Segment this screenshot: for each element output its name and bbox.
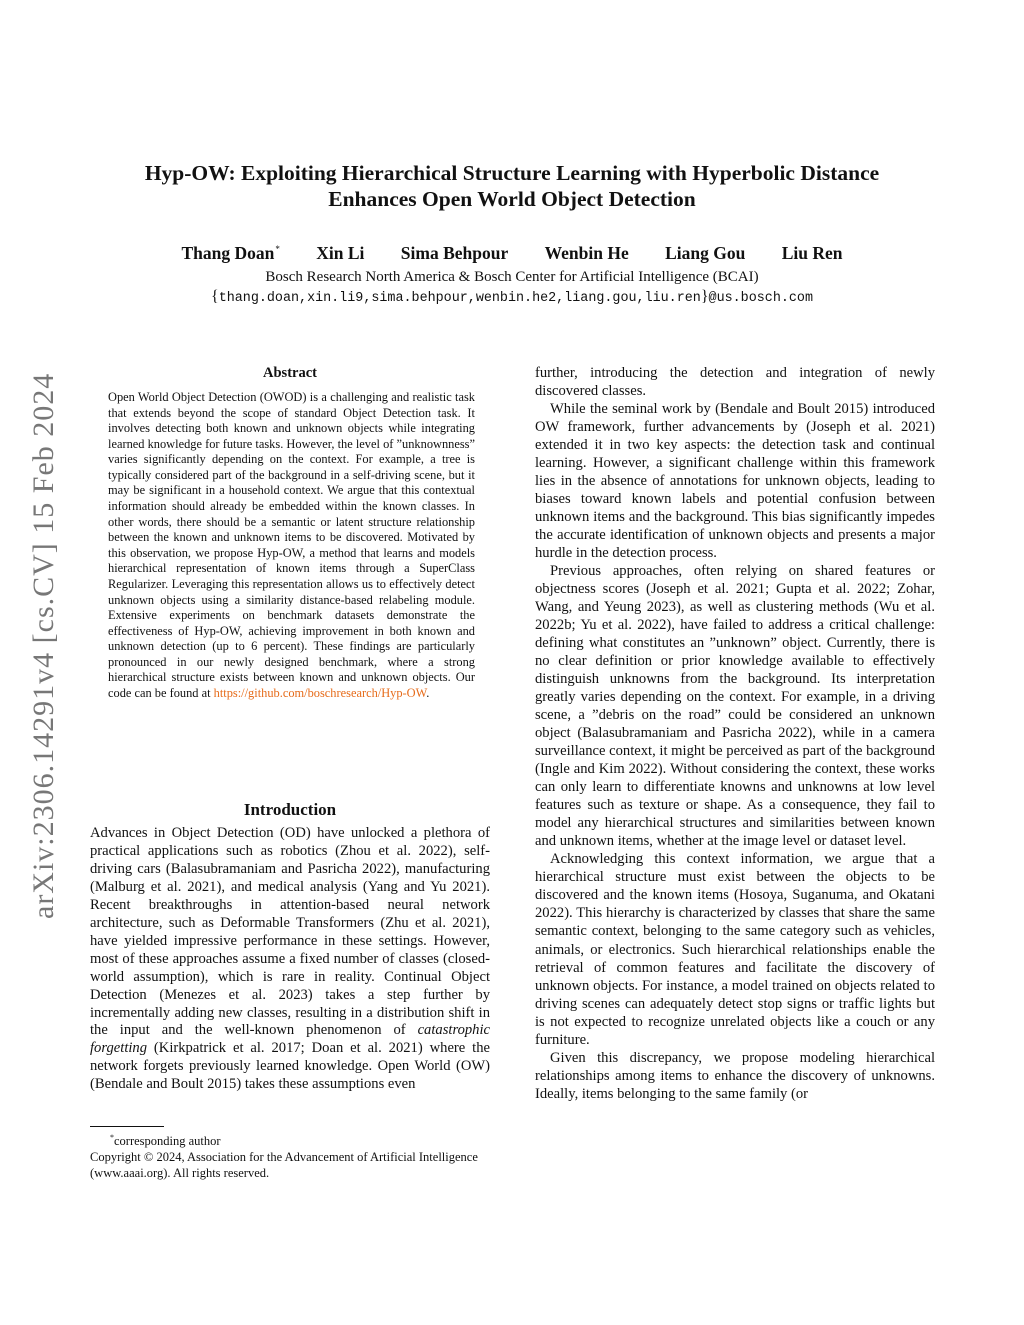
abstract-text: Open World Object Detection (OWOD) is a challenging and realistic task that extends beyond the scope of standard Object Detection task. It involves detecting both known and unknown objects while integrating learned knowledge for future tasks. However, the level of ”unknownness” varies significantly depending on the context. For example, a tree is typically considered part of the background in a self-driving scene, but it may be significant in a household context. We argue that this contextual information should already be embedded within the known classes. In other words, there should be a semantic or latent structure relationship between the known and unknown items to be discovered. Motivated by this observation, we propose Hyp-OW, a method that learns and models hierarchical representation of known items through a SuperClass Regularizer. Leveraging this representation allows us to effectively detect unknown objects using a similarity distance-based relabeling module. Extensive experiments on benchmark datasets demonstrate the effectiveness of Hyp-OW, achieving improvement in both known and unknown detection (up to 6 percent). These findings are particularly pronounced in our newly designed benchmark, where a strong hierarchical structure exists between known and unknown objects. Our code can be found at https://github.com/boschresearch/Hyp-OW. — [108, 390, 475, 700]
right-paragraph-3: Previous approaches, often relying on shared features or objectness scores (Joseph et al. 2021; Gupta et al. 2022; Zohar, Wang, and Yeung 2023), as well as clustering methods (Wu et al. 2022b; Yu et al. 2022), have failed to address a critical challenge: defining what constitutes an ”unknown” object. Currently, there is no clear definition or prior knowledge available to effectively distinguish unknowns from the background. Its interpretation greatly varies depending on the context. For example, in a driving scene, a ”debris on the road” could be considered an unknown object (Balasubramaniam and Pasricha 2022), while in a camera surveillance context, it might be perceived as part of the background (Ingle and Kim 2022). Without considering the context, these works can only learn to differentiate knowns and unknowns at low level features such as texture or shape. As a consequence, they fail to model any hierarchical structures and similarities between known and unknown items, whether at the image level or dataset level. — [535, 563, 935, 850]
author-3: Sima Behpour — [400, 243, 509, 263]
right-column — [535, 364, 935, 1103]
author-list — [90, 237, 934, 265]
footnote — [90, 1130, 490, 1181]
footnote-corresponding: *corresponding author — [110, 1133, 221, 1148]
paper-title — [90, 160, 934, 212]
author-4: Wenbin He — [544, 243, 629, 263]
right-paragraph-4: Acknowledging this context information, we argue that a hierarchical structure must exist between the objects to be discovered and the known items (Hosoya, Suganuma, and Okatani 2022). This hierarchy is characterized by classes that share the same semantic context, belonging to the same category such as vehicles, animals, or electronics. Such hierarchical relationships enable the retrieval of common features and facilitate the discovery of unknown objects. For instance, a model trained on objects related to driving scenes can adequately detect stop signs or traffic lights but is not expected to recognize unrelated objects like a couch or any furniture. — [535, 851, 935, 1048]
code-link[interactable]: https://github.com/boschresearch/Hyp-OW — [213, 685, 427, 700]
arxiv-identifier: arXiv:2306.14291v4 [cs.CV] 15 Feb 2024 — [27, 372, 60, 920]
copyright-notice: Copyright © 2024, Association for the Advancement of Artificial Intelligence (www.aaai.org). All rights reserved. — [90, 1149, 478, 1180]
footnote-rule — [90, 1126, 164, 1127]
affiliation: Bosch Research North America & Bosch Center for Artificial Intelligence (BCAI) — [265, 269, 759, 285]
author-5: Liang Gou — [665, 243, 746, 263]
title-line-1: Hyp-OW: Exploiting Hierarchical Structure Learning with Hyperbolic Distance — [144, 161, 880, 185]
right-paragraph-5: Given this discrepancy, we propose modeling hierarchical relationships among items to enhance the discovery of unknowns. Ideally, items belonging to the same family (or — [535, 1049, 935, 1102]
introduction-column — [90, 825, 490, 1094]
author-6: Liu Ren — [781, 243, 843, 263]
author-emails: {thang.doan,xin.li9,sima.behpour,wenbin.he2,liang.gou,liu.ren}@us.bosch.com — [211, 288, 813, 306]
corresponding-mark: * — [275, 244, 280, 254]
title-line-2: Enhances Open World Object Detection — [328, 187, 696, 211]
abstract-heading: Abstract — [263, 365, 317, 381]
author-2: Xin Li — [316, 243, 365, 263]
introduction-heading: Introduction — [243, 800, 337, 819]
author-1: Thang Doan* — [181, 243, 280, 263]
right-paragraph-2: While the seminal work by (Bendale and Boult 2015) introduced OW framework, further advancements by (Joseph et al. 2021) extended it in two key aspects: the detection task and continual learning. However, a significant challenge within this framework lies in the absence of annotations for unknown objects, leading to biases toward known labels and potential confusion between unknown items and the background. This bias significantly impedes the accurate identification of unknown objects and presents a major hurdle in the detection process. — [535, 401, 935, 562]
right-paragraph-1: further, introducing the detection and integration of newly discovered classes. — [535, 365, 935, 400]
intro-paragraph: Advances in Object Detection (OD) have unlocked a plethora of practical applications such as robotics (Zhou et al. 2022), self-driving cars (Balasubramaniam and Pasricha 2022), manufacturing (Malburg et al. 2021), and medical analysis (Yang and Yu 2021). Recent breakthroughs in attention-based neural network architecture, such as Deformable Transformers (Zhu et al. 2021), have yielded impressive performance in these settings. However, most of these approaches assume a fixed number of classes (closed-world assumption), which is rare in reality. Continual Object Detection (Menezes et al. 2023) takes a step further by incrementally adding new classes, resulting in a distribution shift in the input and the well-known phenomenon of catastrophic forgetting (Kirkpatrick et al. 2017; Doan et al. 2021) where the network forgets previously learned knowledge. Open World (OW) (Bendale and Boult 2015) takes these assumptions even — [90, 825, 490, 1093]
